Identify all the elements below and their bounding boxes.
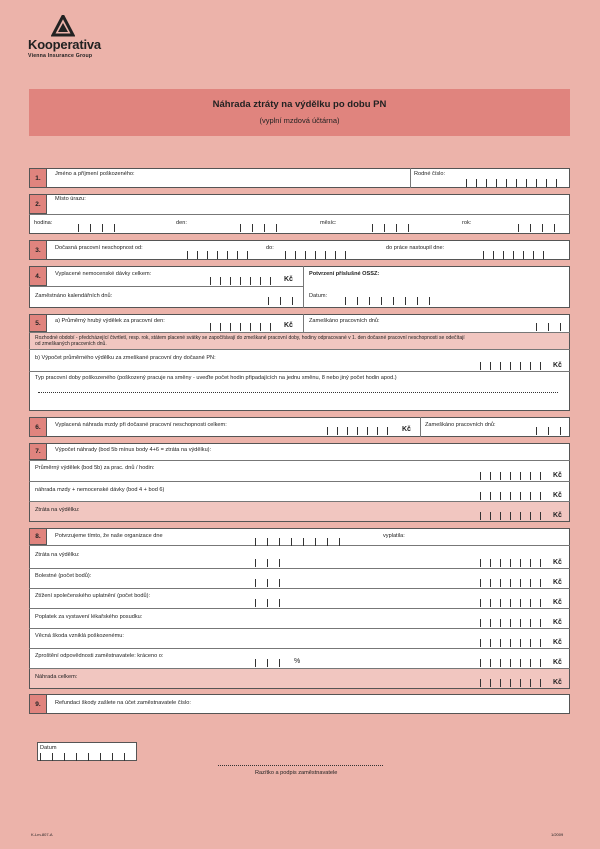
avg-earnings-calc-label: b) Výpočet průměrného výdělku za zmeškané pracovní dny dočasné PN: [35,355,216,361]
confirmation-label: Potvrzujeme tímto, že naše organizace dne [55,533,163,539]
currency-label: Kč [553,599,562,606]
calendar-days-input[interactable] [268,297,298,305]
reduction-amount-input[interactable] [480,659,550,667]
section-8-number: 8. [29,528,47,545]
compensation-calc-label: Výpočet náhrady (bod 5b mínus body 4+6 = ztráta na výdělku): [55,447,212,453]
social-impairment-input[interactable] [255,599,285,607]
percent-label: % [294,658,301,665]
currency-label: Kč [553,362,562,369]
signature-line[interactable] [218,765,383,766]
footer-date-label: Datum [40,745,57,751]
incapacity-to-label: do: [266,245,274,251]
loss-amount-input[interactable] [480,559,550,567]
earnings-loss-input[interactable] [480,512,550,520]
social-impairment-label: Ztížení společenského uplatnění (počet bodů): [35,593,151,599]
reference-period-note: Rozhodné období - předcházející čtvrtletí, resp. rok, státem placené svátky se započítávají do zmeškané pracovní doby, hodiny odpracované v 1. den dočasné pracovní neschopnosti se odečítají [35,335,465,341]
missed-workdays-input[interactable] [536,323,566,331]
currency-label: Kč [553,472,562,479]
currency-label: Kč [284,276,293,283]
month-input[interactable] [372,224,422,232]
ossz-confirmation-label: Potvrzení příslušné OSSZ: [309,271,380,277]
form-title: Náhrada ztráty na výdělku po dobu PN [212,99,387,110]
currency-label: Kč [402,426,411,433]
incapacity-from-input[interactable] [187,251,257,259]
pain-amount-input[interactable] [480,579,550,587]
currency-label: Kč [284,322,293,329]
ossz-date-input[interactable] [345,297,435,305]
loss-points-input[interactable] [255,559,285,567]
section-4-number: 4. [29,266,47,286]
work-schedule-label: Typ pracovní doby poškozeného (poškozený pracuje na směny - uveďte počet hodin připadajících na jednu směnu, 8 nebo jiný počet hodin apod.) [35,375,397,381]
currency-label: Kč [553,559,562,566]
hour-label: hodina: [34,220,53,226]
form-header [29,89,570,136]
currency-label: Kč [553,619,562,626]
logo-subtitle: Vienna Insurance Group [28,53,93,59]
reference-period-note-cont: od zmeškaných pracovních dnů. [35,341,107,347]
name-field-label: Jméno a příjmení poškozeného: [55,171,135,177]
section-1-number: 1. [29,168,47,188]
property-damage-label: Věcná škoda vzniklá poškozenému: [35,633,124,639]
day-label: den: [176,220,187,226]
missed-workdays-label: Zameškáno pracovních dnů: [425,422,496,428]
medical-fee-label: Poplatek za vystavení lékařského posudku: [35,614,143,620]
sickness-benefit-input[interactable] [210,277,280,285]
missed-workdays-input[interactable] [536,427,566,435]
day-input[interactable] [240,224,290,232]
signature-label: Razítko a podpis zaměstnavatele [255,770,338,776]
section-7-number: 7. [29,443,47,460]
currency-label: Kč [553,659,562,666]
currency-label: Kč [553,492,562,499]
liability-reduction-label: Zproštění odpovědnosti zaměstnavatele: kráceno o: [35,653,164,659]
logo-name: Kooperativa [28,37,101,52]
avg-earnings-calc-input[interactable] [480,362,550,370]
payment-date-input[interactable] [255,538,345,546]
earnings-loss-label: Ztráta na výdělku: [35,507,80,513]
pain-points-label: Bolestné (počet bodů): [35,573,92,579]
month-label: měsíc: [320,220,337,226]
wage-compensation-label: Vyplacená náhrada mzdy při dočasné pracovní neschopnosti celkem: [55,422,227,428]
section-2-number: 2. [29,194,47,214]
avg-earnings-days-input[interactable] [480,472,550,480]
year-label: rok: [462,220,472,226]
returned-label: do práce nastoupil dne: [386,245,445,251]
avg-gross-earnings-input[interactable] [210,323,280,331]
calendar-days-label: Zaměstnáno kalendářních dnů: [35,293,113,299]
currency-label: Kč [553,512,562,519]
total-compensation-input[interactable] [480,679,550,687]
ossz-date-label: Datum: [309,293,328,299]
form-code: K-Lm-807-A [31,832,53,837]
hour-input[interactable] [78,224,128,232]
wage-plus-benefit-label: náhrada mzdy + nemocenské dávky (bod 4 + bod 6) [35,487,165,493]
incapacity-from-label: Dočasná pracovní neschopnost od: [55,245,143,251]
wage-plus-benefit-input[interactable] [480,492,550,500]
birth-number-label: Rodné číslo: [414,171,446,177]
currency-label: Kč [553,579,562,586]
social-amount-input[interactable] [480,599,550,607]
year-input[interactable] [518,224,568,232]
work-schedule-input[interactable] [38,392,558,393]
footer-date-input[interactable] [40,753,130,761]
returned-input[interactable] [483,251,553,259]
section-9-number: 9. [29,694,47,714]
pain-points-input[interactable] [255,579,285,587]
currency-label: Kč [553,639,562,646]
liability-reduction-input[interactable] [255,659,285,667]
medical-fee-input[interactable] [480,619,550,627]
form-version: 1/2009 [551,832,564,837]
incapacity-to-input[interactable] [285,251,355,259]
kooperativa-logo-mark [51,15,75,37]
paid-label: vyplatila: [383,533,405,539]
section-3-number: 3. [29,240,47,260]
sickness-benefit-label: Vyplacené nemocenské dávky celkem: [55,271,152,277]
missed-workdays-label: Zameškáno pracovních dnů: [309,318,380,324]
property-damage-input[interactable] [480,639,550,647]
loss-label: Ztráta na výdělku: [35,552,80,558]
accident-place-label: Místo úrazu: [55,196,86,202]
avg-earnings-days-label: Průměrný výdělek (bod 5b) za prac. dnů / hodin: [35,465,155,471]
section-6-number: 6. [29,417,47,437]
wage-compensation-input[interactable] [327,427,397,435]
form-subtitle: (vyplní mzdová účtárna) [259,116,340,125]
avg-gross-earnings-label: a) Průměrný hrubý výdělek za pracovní den: [55,318,165,324]
currency-label: Kč [553,679,562,686]
total-compensation-label: Náhrada celkem: [35,674,78,680]
employer-account-label: Refundaci škody zašlete na účet zaměstnavatele číslo: [55,700,191,706]
section-5-number: 5. [29,314,47,332]
birth-number-input[interactable] [466,179,566,187]
